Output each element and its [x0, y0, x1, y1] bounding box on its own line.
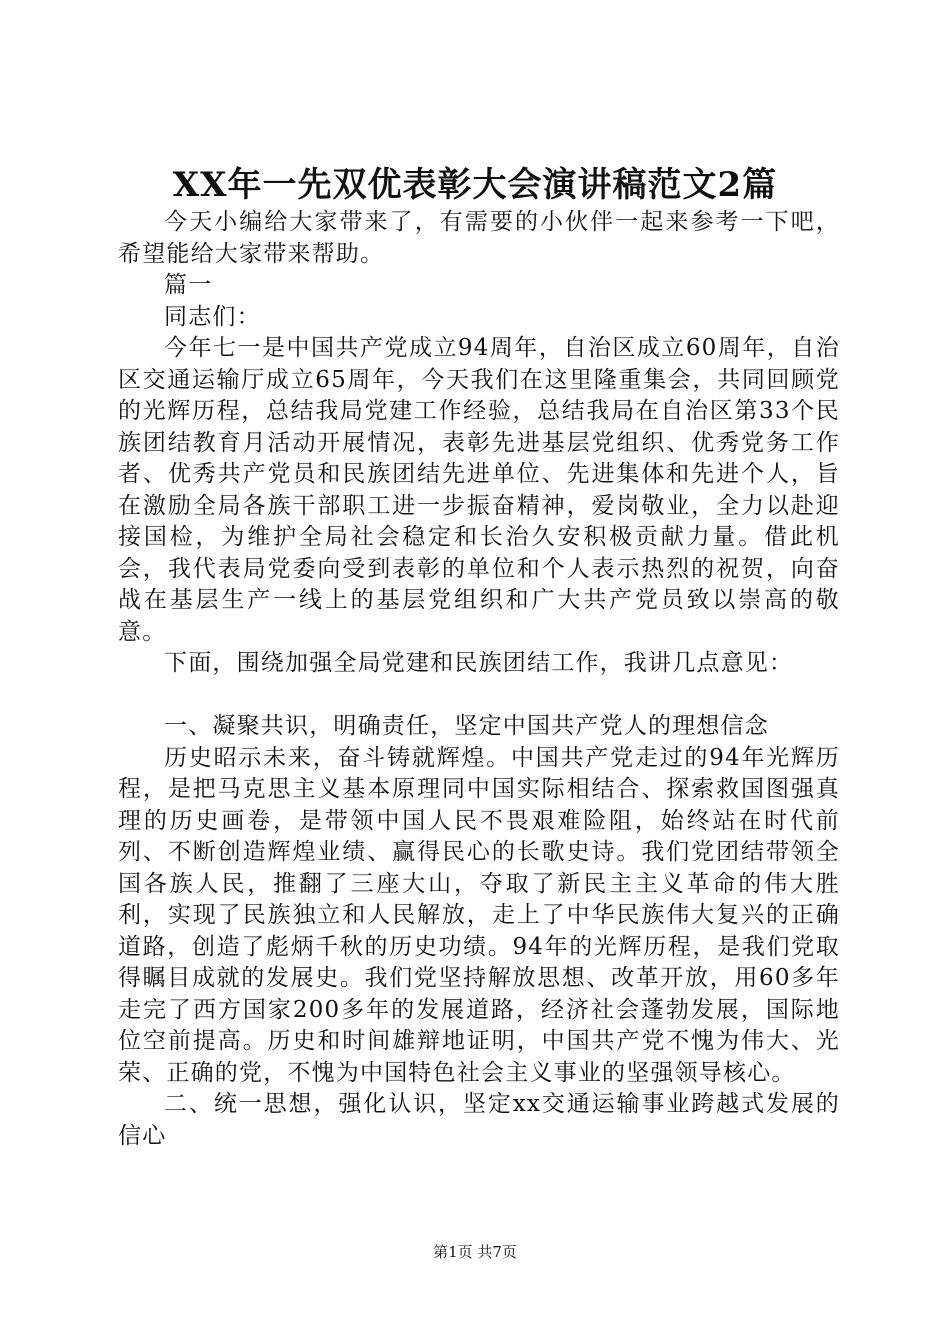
body-paragraph: 下面，围绕加强全局党建和民族团结工作，我讲几点意见：: [164, 650, 794, 676]
salutation: 同志们：: [164, 303, 261, 330]
body-paragraph: 历史昭示未来，奋斗铸就辉煌。中国共产党走过的94年光辉历程，是把马克思主义基本原理同中国实际相结合、探索救国图强真理的历史画卷，是带领中国人民不畏艰难险阻，始终站在时代前列、不断创造辉煌业绩、赢得民心的长歌史诗。我们党团结带领全国各族人民，推翻了三座大山，夺取了新民主主义革命的伟大胜利，实现了民族独立和人民解放，走上了中华民族伟大复兴的正确道路，创造了彪炳千秋的历史功绩。94年的光辉历程，是我们党取得瞩目成就的发展史。我们党坚持解放思想、改革开放，用60多年走完了西方国家200多年的发展道路，经济社会蓬勃发展，国际地位空前提高。历史和时间雄辩地证明，中国共产党不愧为伟大、光荣、正确的党，不愧为中国特色社会主义事业的坚强领导核心。: [118, 744, 840, 1086]
page-number-footer: 第1页 共7页: [433, 1243, 517, 1261]
body-paragraph: 今年七一是中国共产党成立94周年，自治区成立60周年，自治区交通运输厅成立65周年，今天我们在这里隆重集会，共同回顾党的光辉历程，总结我局党建工作经验，总结我局在自治区第33个民族团结教育月活动开展情况，表彰先进基层党组织、优秀党务工作者、优秀共产党员和民族团结先进单位、先进集体和先进个人，旨在激励全局各族干部职工进一步振奋精神，爱岗敬业，全力以赴迎接国检，为维护全局社会稳定和长治久安积极贡献力量。借此机会，我代表局党委向受到表彰的单位和个人表示热烈的祝贺，向奋战在基层生产一线上的基层党组织和广大共产党员致以崇高的敬意。: [118, 335, 840, 645]
document-body: [118, 207, 840, 1152]
document-title: XX年一先双优表彰大会演讲稿范文2篇: [172, 165, 778, 205]
section-heading: 一、凝聚共识，明确责任，坚定中国共产党人的理想信念: [164, 713, 769, 739]
section-label: 篇一: [164, 272, 213, 298]
section-heading: 二、统一思想，强化认识，坚定xx交通运输事业跨越式发展的信心: [118, 1091, 840, 1149]
intro-paragraph: 今天小编给大家带来了，有需要的小伙伴一起来参考一下吧，希望能给大家带来帮助。: [118, 209, 840, 267]
